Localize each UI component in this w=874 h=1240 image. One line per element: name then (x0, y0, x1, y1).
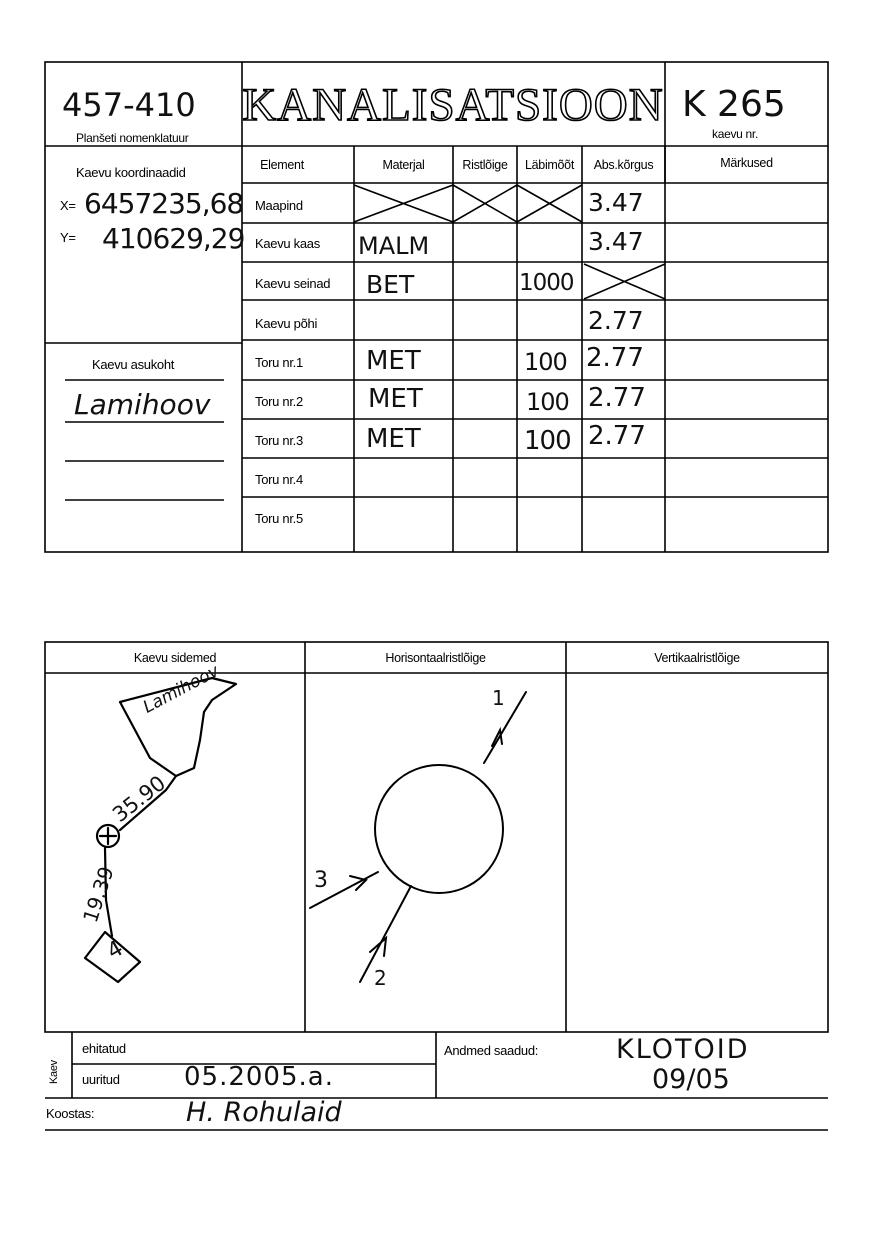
material-cell: MET (366, 346, 421, 376)
abs-height-cell: 2.77 (586, 343, 644, 373)
built-label: ehitatud (82, 1041, 126, 1056)
location-value: Lamihoov (74, 388, 211, 421)
data-received-source: KLOTOID (616, 1034, 750, 1065)
horizontal-section-header: Horisontaalristlõige (385, 651, 486, 665)
distance-label-1: 35.90 (108, 770, 171, 827)
row-label: Toru nr.3 (255, 433, 303, 448)
map-sheet-number: 457-410 (62, 86, 196, 124)
corner-number: 4 (103, 936, 128, 965)
row-label: Toru nr.4 (255, 472, 303, 487)
ties-header: Kaevu sidemed (133, 651, 217, 665)
well-number: K 265 (682, 84, 786, 125)
abs-height-cell: 3.47 (588, 227, 644, 256)
row-label: Kaevu kaas (255, 236, 320, 251)
header-cross-section: Ristlõige (462, 158, 508, 172)
y-label: Y= (60, 230, 76, 245)
header-abs-height: Abs.kõrgus (593, 158, 654, 172)
diameter-cell: 1000 (519, 270, 574, 296)
header-element: Element (260, 158, 304, 172)
vertical-section-header: Vertikaalristlõige (654, 651, 740, 665)
pipe-3-label: 3 (314, 868, 328, 893)
distance-label-2: 19.39 (78, 863, 119, 926)
pipe-1-label: 1 (492, 686, 505, 710)
material-cell: MET (366, 424, 421, 454)
x-coordinate: 6457235,68 (84, 187, 244, 220)
form-title: KANALISATSIOON (242, 79, 664, 131)
header-diameter: Läbimõõt (524, 158, 575, 172)
abs-height-cell: 3.47 (588, 188, 644, 217)
material-cell: BET (366, 270, 415, 299)
location-label: Kaevu asukoht (92, 357, 175, 372)
row-label: Toru nr.2 (255, 394, 303, 409)
header-notes: Märkused (720, 156, 773, 170)
horizontal-section-sketch (310, 692, 526, 982)
x-label: X= (60, 198, 76, 213)
data-received-label: Andmed saadud: (444, 1043, 539, 1058)
y-coordinate: 410629,29 (102, 222, 245, 255)
compiled-label: Koostas: (46, 1106, 95, 1121)
abs-height-cell: 2.77 (588, 421, 646, 451)
abs-height-cell: 2.77 (588, 306, 644, 335)
diameter-cell: 100 (524, 348, 567, 376)
material-cell: MET (368, 384, 423, 414)
coordinates-label: Kaevu koordinaadid (76, 165, 186, 180)
row-label: Toru nr.1 (255, 355, 303, 370)
row-label: Toru nr.5 (255, 511, 303, 526)
well-circle (375, 765, 503, 893)
well-number-label: kaevu nr. (712, 127, 758, 141)
building-label: Lamihoov (140, 661, 223, 718)
surveyed-label: uuritud (82, 1072, 120, 1087)
surveyed-date: 05.2005.a. (184, 1062, 334, 1092)
pipe-1-line (484, 692, 526, 763)
diameter-cell: 100 (526, 388, 569, 416)
diameter-cell: 100 (524, 426, 571, 456)
data-received-date: 09/05 (652, 1064, 730, 1095)
map-sheet-label: Planšeti nomenklatuur (76, 131, 189, 145)
abs-height-cell: 2.77 (588, 383, 646, 413)
material-cell: MALM (358, 232, 430, 260)
row-label: Maapind (255, 198, 303, 213)
row-label: Kaevu põhi (255, 316, 318, 331)
compiled-by: H. Rohulaid (186, 1097, 342, 1128)
ties-sketch (85, 678, 236, 982)
row-label: Kaevu seinad (255, 276, 331, 291)
well-side-label: Kaev (48, 1060, 60, 1084)
header-material: Materjal (382, 158, 425, 172)
pipe-2-label: 2 (374, 966, 387, 990)
